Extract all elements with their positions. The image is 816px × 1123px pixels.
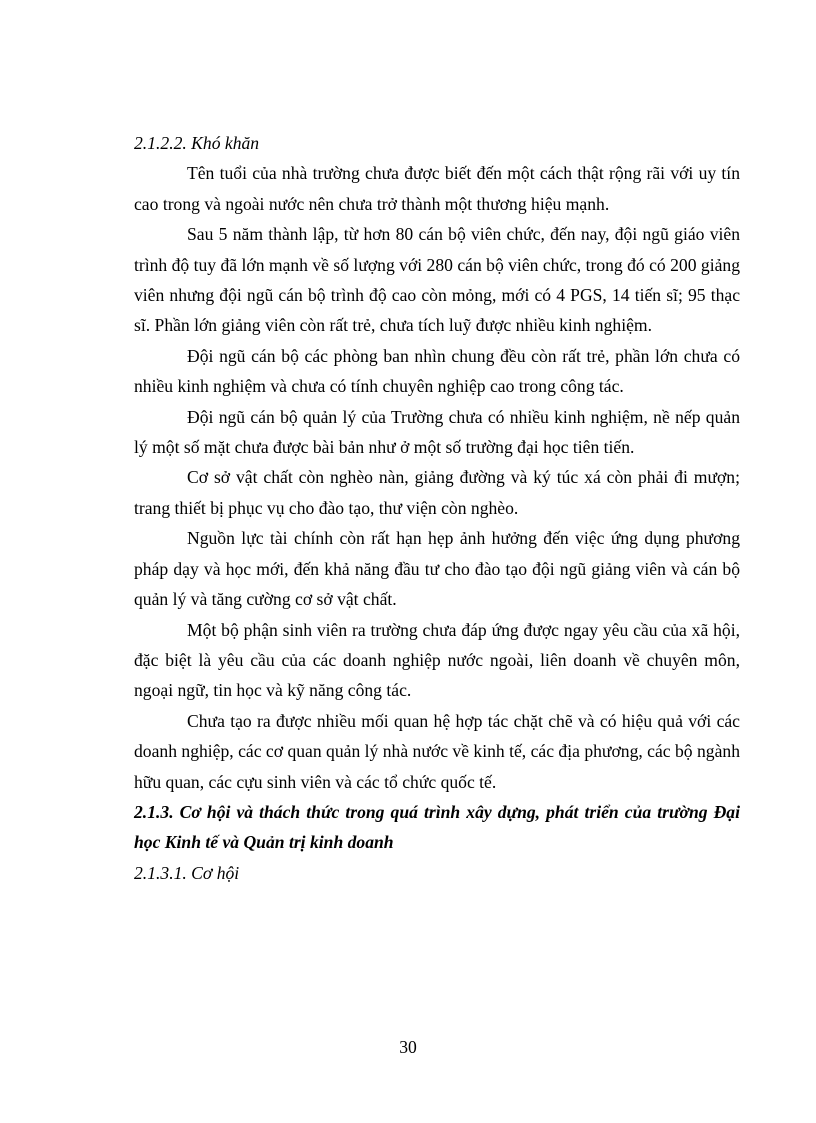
paragraph: Cơ sở vật chất còn nghèo nàn, giảng đường và ký túc xá còn phải đi mượn; trang thiết bị phục vụ cho đào tạo, thư viện còn nghèo. [134,467,740,518]
paragraph: Đội ngũ cán bộ quản lý của Trường chưa có nhiều kinh nghiệm, nề nếp quản lý một số mặt chưa được bài bản như ở một số trường đại học tiên tiến. [134,406,740,458]
page-number: 30 [399,1037,417,1057]
page-content [134,128,740,888]
paragraph: Sau 5 năm thành lập, từ hơn 80 cán bộ viên chức, đến nay, đội ngũ giáo viên trình độ tuy đã lớn mạnh về số lượng với 280 cán bộ viên chức, trong đó có 200 giảng viên nhưng đội ngũ cán bộ trình độ cao còn mỏng, mới có 4 PGS, 14 tiến sĩ; 95 thạc sĩ. Phần lớn giảng viên còn rất trẻ, chưa tích luỹ được nhiều kinh nghiệm. [134,224,740,336]
paragraph: Một bộ phận sinh viên ra trường chưa đáp ứng được ngay yêu cầu của xã hội, đặc biệt là yêu cầu của các doanh nghiệp nước ngoài, liên doanh về chuyên môn, ngoại ngữ, tin học và kỹ năng công tác. [134,619,740,701]
section-heading-2-1-2-2: 2.1.2.2. Khó khăn [134,133,260,153]
paragraph: Tên tuổi của nhà trường chưa được biết đến một cách thật rộng rãi với uy tín cao trong và ngoài nước nên chưa trở thành một thương hiệu mạnh. [134,163,740,214]
paragraph: Chưa tạo ra được nhiều mối quan hệ hợp tác chặt chẽ và có hiệu quả với các doanh nghiệp, các cơ quan quản lý nhà nước về kinh tế, các địa phương, các bộ ngành hữu quan, các cựu sinh viên và các tổ chức quốc tế. [134,710,740,792]
section-heading-2-1-3: 2.1.3. Cơ hội và thách thức trong quá trình xây dựng, phát triển của trường Đại học Kinh tế và Quản trị kinh doanh [134,801,740,853]
paragraph: Nguồn lực tài chính còn rất hạn hẹp ảnh hưởng đến việc ứng dụng phương pháp dạy và học mới, đến khả năng đầu tư cho đào tạo đội ngũ giảng viên và cán bộ quản lý và tăng cường cơ sở vật chất. [134,528,740,610]
section-heading-2-1-3-1: 2.1.3.1. Cơ hội [134,862,240,883]
paragraph: Đội ngũ cán bộ các phòng ban nhìn chung đều còn rất trẻ, phần lớn chưa có nhiều kinh nghiệm và chưa có tính chuyên nghiệp cao trong công tác. [134,345,740,397]
